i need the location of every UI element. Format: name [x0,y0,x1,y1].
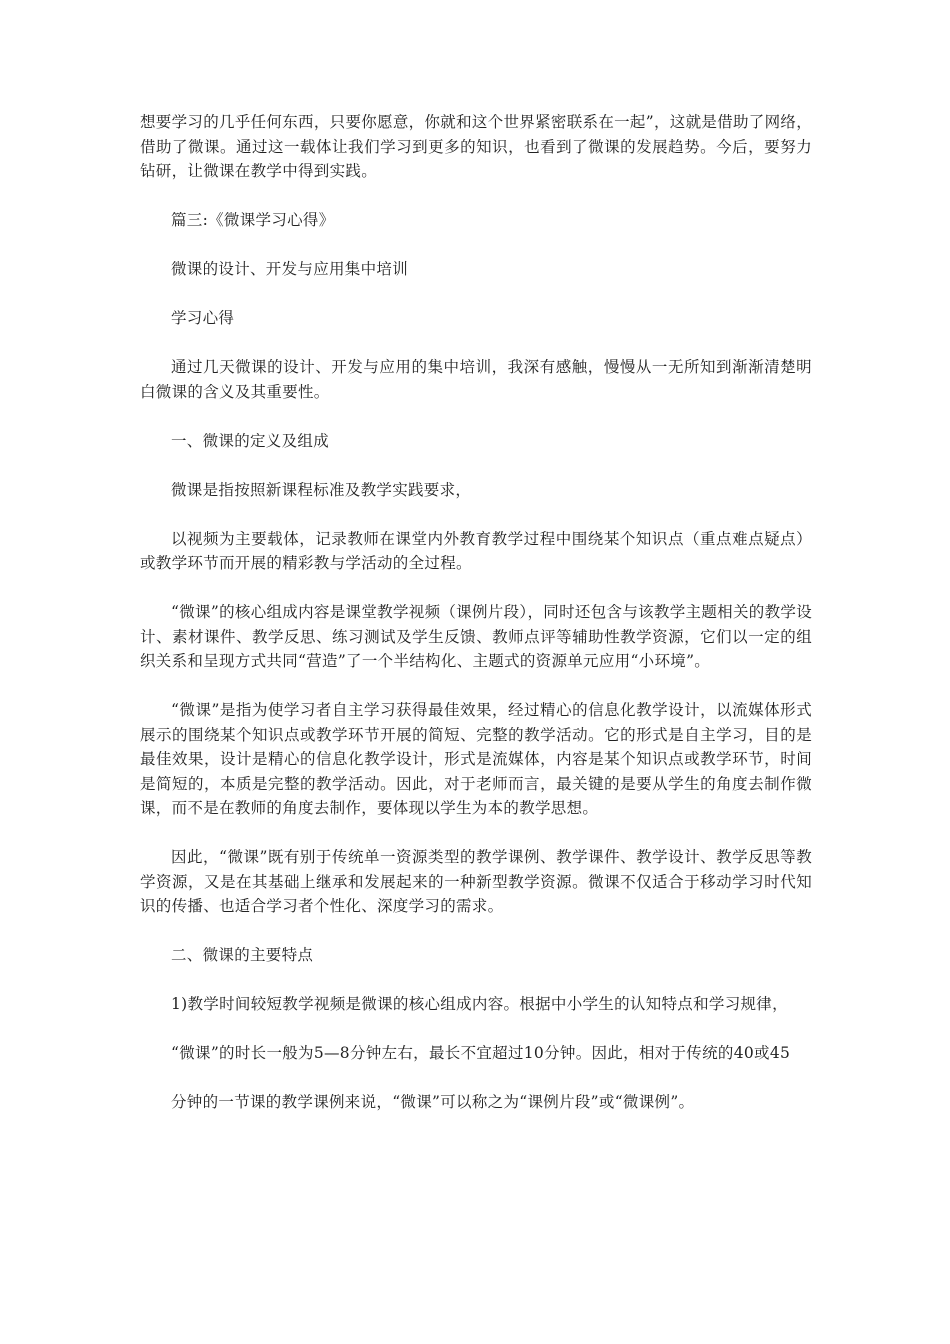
subtitle: 学习心得 [171,309,235,327]
paragraph-feature-comparison: 分钟的一节课的教学课例来说，“微课”可以称之为“课例片段”或“微课例”。 [171,1093,695,1111]
heading-definition: 一、微课的定义及组成 [171,431,330,450]
paragraph-composition: “微课”的核心组成内容是课堂教学视频（课例片段），同时还包含与该教学主题相关的教学设计、素材课件、教学反思、练习测试及学生反馈、教师点评等辅助性教学资源，它们以一定的组织关系和呈现方式共同“营造”了一个半结构化、主题式的资源单元应用“小环境”。 [140,603,812,670]
paragraph-distinction: 因此，“微课”既有别于传统单一资源类型的教学课例、教学课件、教学设计、教学反思等教学资源，又是在其基础上继承和发展起来的一种新型教学资源。微课不仅适合于移动学习时代知识的传播、也适合学习者个性化、深度学习的需求。 [140,848,812,915]
section-title: 篇三:《微课学习心得》 [171,211,335,229]
paragraph-feature-duration: “微课”的时长一般为5—8分钟左右，最长不宜超过10分钟。因此，相对于传统的40或45 [171,1044,791,1062]
paragraph-opening: 通过几天微课的设计、开发与应用的集中培训，我深有感触，慢慢从一无所知到渐渐清楚明白微课的含义及其重要性。 [140,358,812,401]
paragraph-feature-1: 1)教学时间较短教学视频是微课的核心组成内容。根据中小学生的认知特点和学习规律， [171,995,788,1013]
training-title: 微课的设计、开发与应用集中培训 [171,260,409,278]
paragraph-definition-1: 微课是指按照新课程标准及教学实践要求， [171,480,472,499]
document-page [140,110,812,1139]
heading-features: 二、微课的主要特点 [171,946,314,964]
paragraph-purpose: “微课”是指为使学习者自主学习获得最佳效果，经过精心的信息化教学设计，以流媒体形式展示的围绕某个知识点或教学环节开展的简短、完整的教学活动。它的形式是自主学习，目的是最佳效果，设计是精心的信息化教学设计，形式是流媒体，内容是某个知识点或教学环节，时间是简短的，本质是完整的教学活动。因此，对于老师而言，最关键的是要从学生的角度去制作微课，而不是在教师的角度去制作，要体现以学生为本的教学思想。 [140,701,812,817]
paragraph-definition-2: 以视频为主要载体，记录教师在课堂内外教育教学过程中围绕某个知识点（重点难点疑点）或教学环节而开展的精彩教与学活动的全过程。 [140,529,812,572]
paragraph-intro-continuation: 想要学习的几乎任何东西，只要你愿意，你就和这个世界紧密联系在一起”，这就是借助了网络，借助了微课。通过这一载体让我们学习到更多的知识，也看到了微课的发展趋势。今后，要努力钻研，让微课在教学中得到实践。 [140,113,812,180]
